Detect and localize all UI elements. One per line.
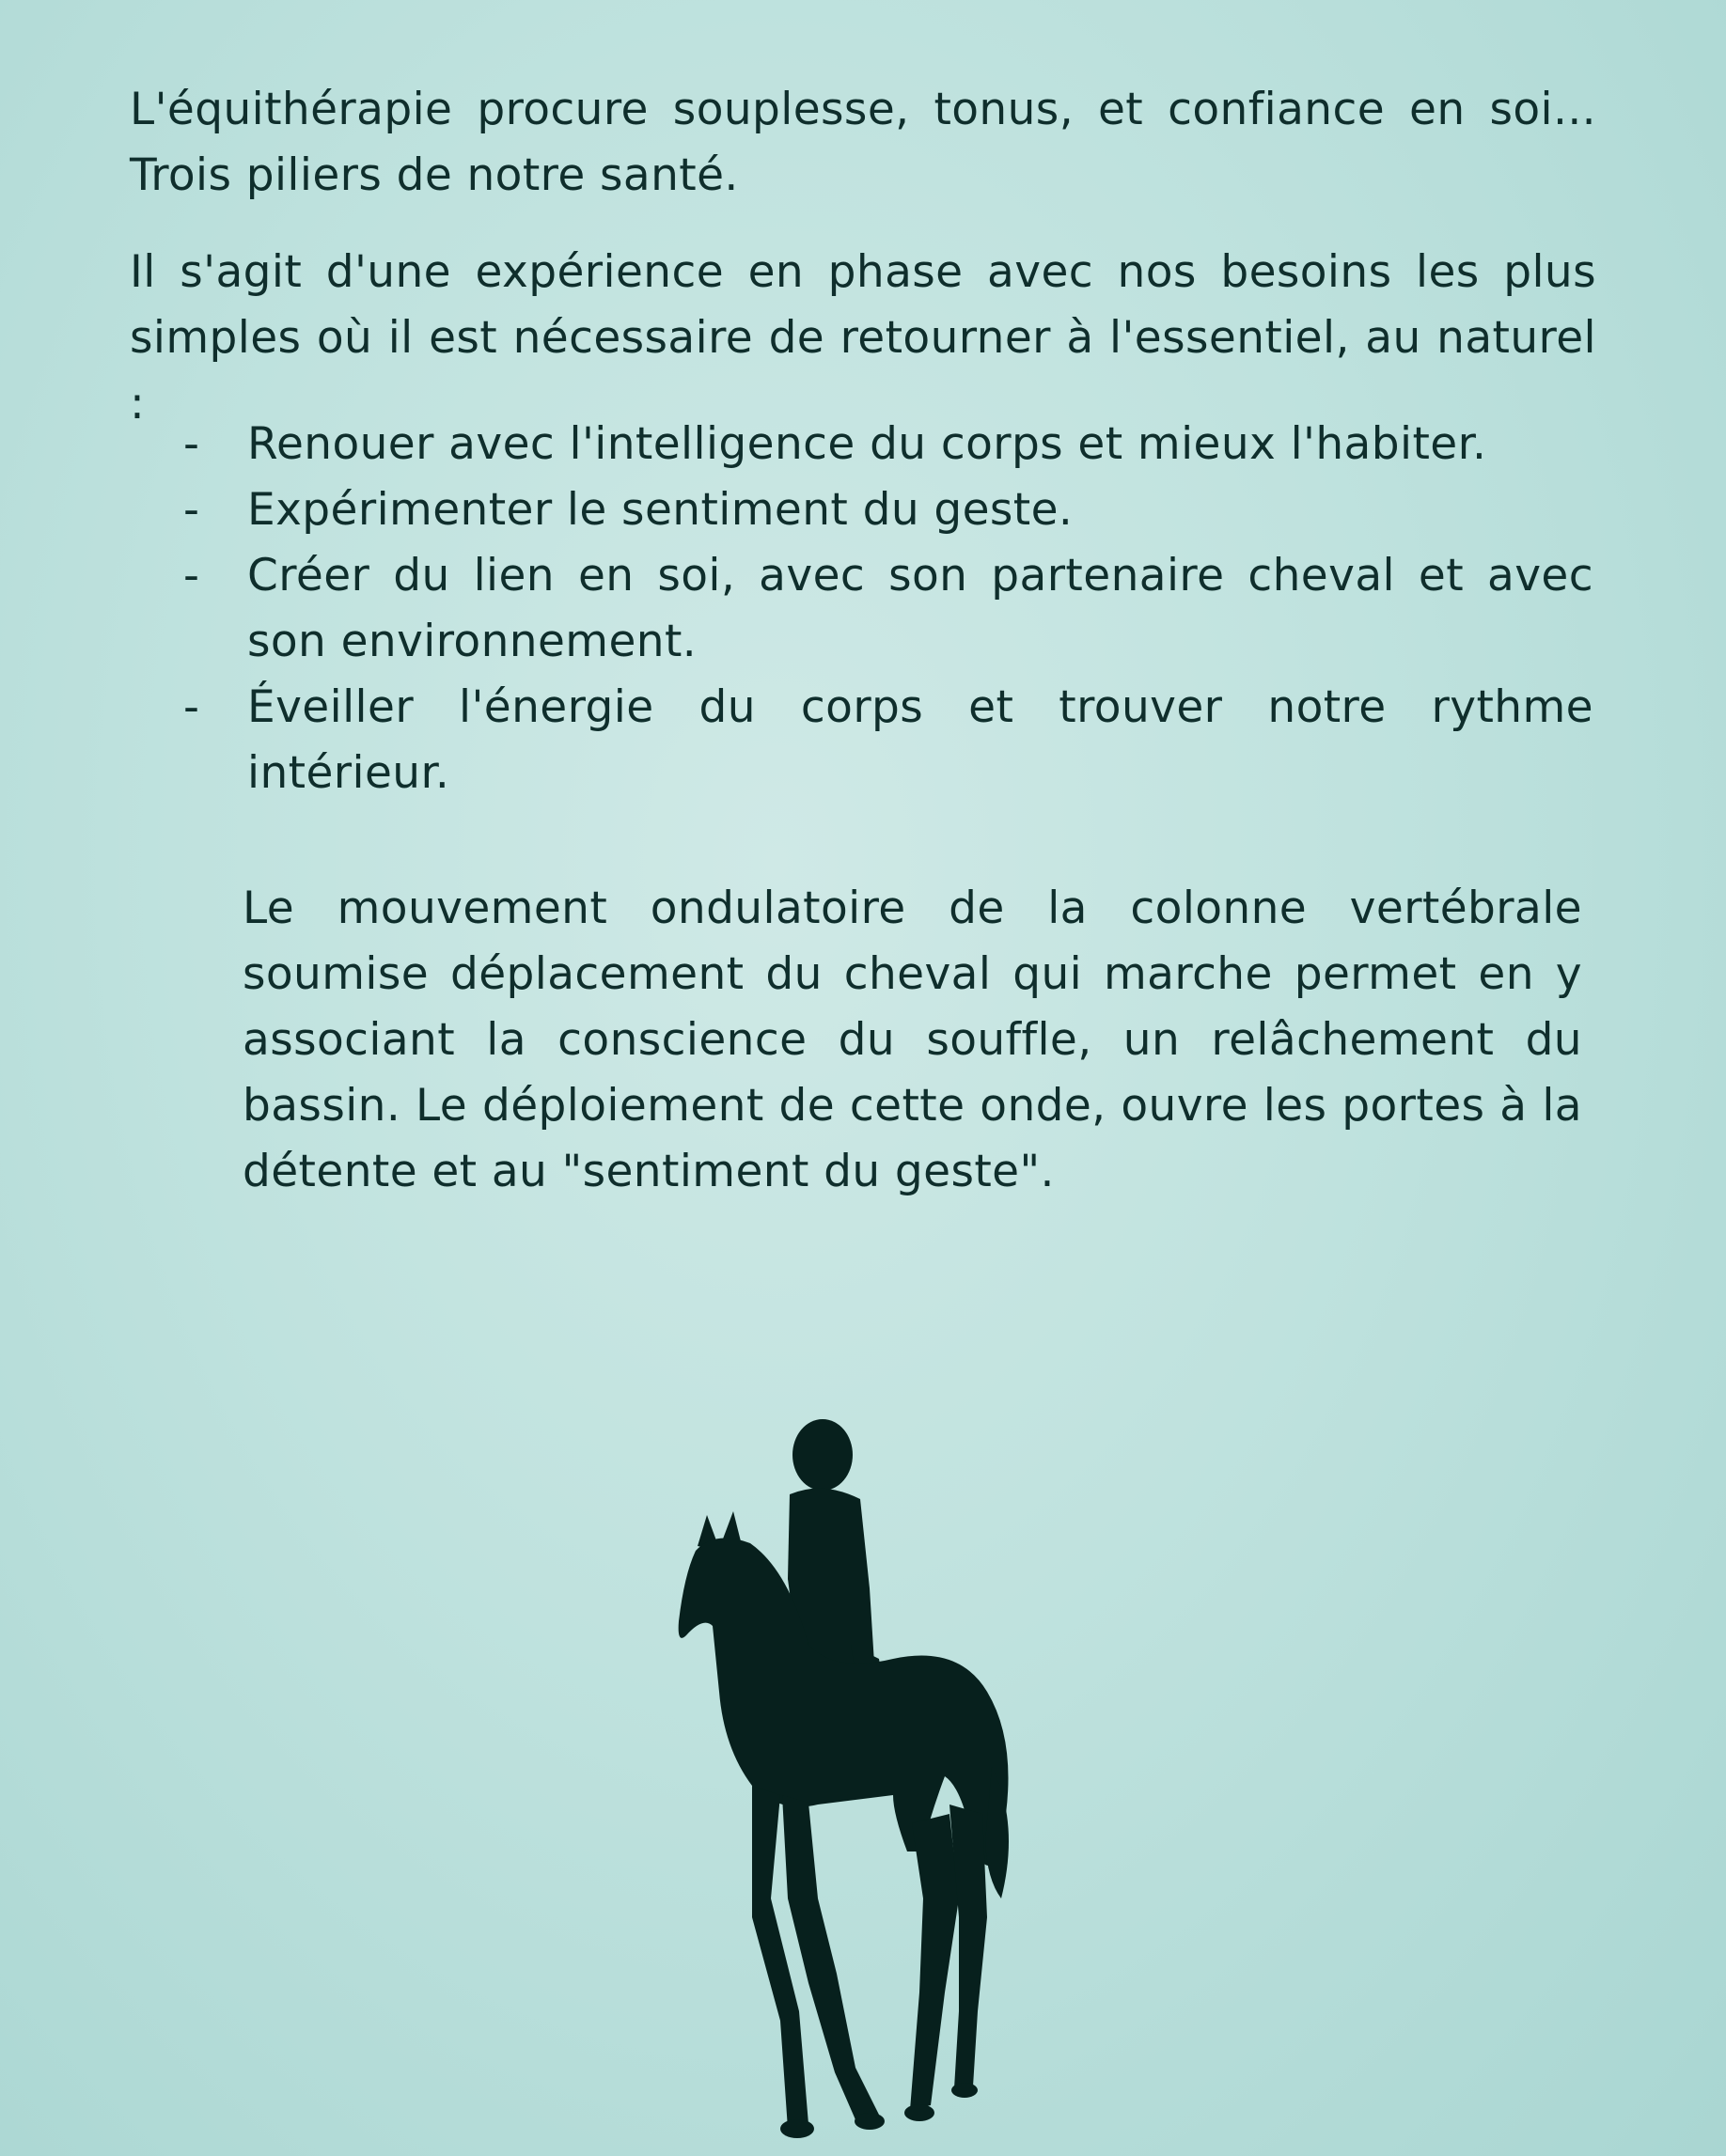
list-item-text: Éveiller l'énergie du corps et trouver notre rythme intérieur. xyxy=(247,681,1593,799)
bullet-dash: - xyxy=(183,550,200,601)
movement-paragraph: Le mouvement ondulatoire de la colonne vertébrale soumise déplacement du cheval qui marche permet en y associant la conscience du souffle, un relâchement du bassin. Le déploiement de cette onde, ouvre les portes à la détente et au "sentiment du geste". xyxy=(243,883,1582,1197)
experience-paragraph: Il s'agit d'une expérience en phase avec nos besoins les plus simples où il est nécessaire de retourner à l'essentiel, au naturel : xyxy=(130,246,1596,430)
list-item-text: Créer du lien en soi, avec son partenaire cheval et avec son environnement. xyxy=(247,550,1593,667)
list-item-text: Renouer avec l'intelligence du corps et mieux l'habiter. xyxy=(247,418,1487,470)
list-item xyxy=(183,477,1593,543)
bullet-dash: - xyxy=(183,484,200,536)
list-item-text: Expérimenter le sentiment du geste. xyxy=(247,484,1074,536)
bullet-dash: - xyxy=(183,681,200,733)
list-item xyxy=(183,412,1593,477)
intro-paragraph: L'équithérapie procure souplesse, tonus, et confiance en soi... Trois piliers de notre santé. xyxy=(130,84,1596,201)
horse-rider-silhouette-icon xyxy=(677,1410,1043,2152)
list-item xyxy=(183,543,1593,675)
bullet-dash: - xyxy=(183,418,200,470)
list-item xyxy=(183,675,1593,806)
benefits-list xyxy=(183,412,1593,806)
